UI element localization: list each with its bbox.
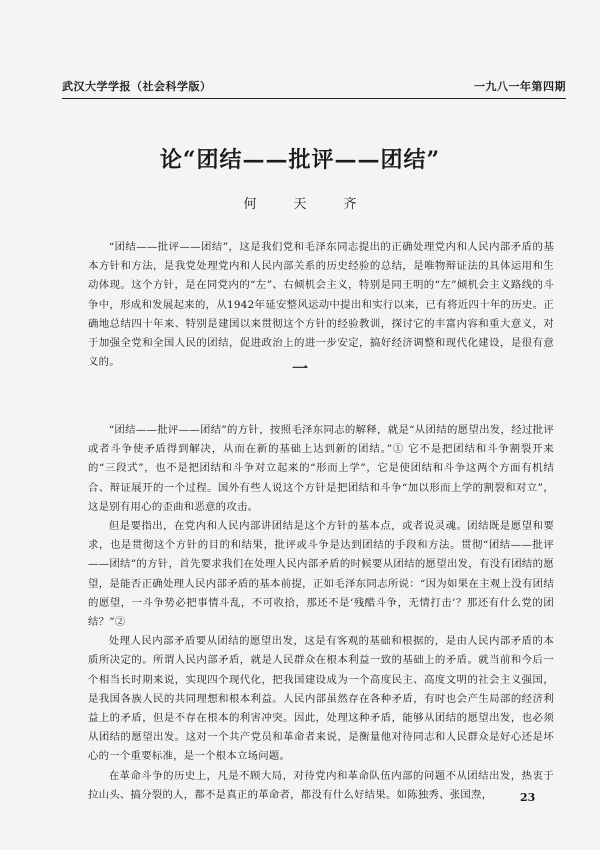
section-number: 一 xyxy=(291,359,308,378)
body-paragraph: 处理人民内部矛盾要从团结的愿望出发，这是有客观的基础和根据的，是由人民内部矛盾的本质所决定的。所谓人民内部矛盾，就是人民群众在根本利益一致的基础上的矛盾。就当前和今后一个相当长时期来说，实现四个现代化，把我国建设成为一个高度民主、高度文明的社会主义强国，是我国各族人民的共同理想和根本利益。人民内部虽然存在各种矛盾，有时也会产生局部的经济利益上的矛盾，但是不存在根本的利害冲突。因此，处理这种矛盾，能够从团结的愿望出发，也必须从团结的愿望出发。这对一个共产党员和革命者来说，是衡量他对待同志和人民群众是好心还是坏心的一个重要标准，是一个根本立场问题。 xyxy=(88,635,554,763)
body-paragraph: 但是要指出，在党内和人民内部讲团结是这个方针的基本点，或者说灵魂。团结既是愿望和要求，也是贯彻这个方针的目的和结果，批评或斗争是达到团结的手段和方法。贯彻“团结——批评——团结”的方针，首先要求我们在处理人民内部矛盾的时候要从团结的愿望出发，有没有团结的愿望，是能否正确处理人民内部矛盾的基本前提，正如毛泽东同志所说：“因为如果在主观上没有团结的愿望，一斗争势必把事情斗乱，不可收拾，那还不是‘残酷斗争，无情打击’？那还有什么党的团结？”② xyxy=(88,520,554,629)
issue-label: 一九八一年第四期 xyxy=(474,80,566,93)
body-paragraph: “团结——批评——团结”的方针，按照毛泽东同志的解释，就是“从团结的愿望出发，经过批评或者斗争使矛盾得到解决，从而在新的基础上达到新的团结。”① 它不是把团结和斗争割裂开来的“三段式”，也不是把团结和斗争对立起来的“形而上学”，它是使团结和斗争这两个方面有机结合、辩证展开的一个过程。国外有些人说这个方针是把团结和斗争“加以形而上学的割裂和对立”，这是别有用心的歪曲和恶意的攻击。 xyxy=(88,424,554,513)
intro-paragraph: “团结——批评——团结”，这是我们党和毛泽东同志提出的正确处理党内和人民内部矛盾的基本方针和方法，是我党处理党内和人民内部关系的历史经验的总结，是唯物辩证法的具体运用和生动体现。这个方针，是在同党内的“左”、右倾机会主义，特别是同王明的“左”倾机会主义路线的斗争中，形成和发展起来的，从1942年延安整风运动中提出和实行以来，已有将近四十年的历史。正确地总结四十年来、特别是建国以来贯彻这个方针的经验教训，探讨它的丰富内容和重大意义，对于加强全党和全国人民的团结，促进政治上的进一步安定，搞好经济调整和现代化建设，是很有意义的。 xyxy=(88,241,554,369)
running-header xyxy=(62,78,566,99)
page-number: 23 xyxy=(520,791,536,804)
journal-name: 武汉大学学报（社会科学版） xyxy=(62,80,212,93)
main-text xyxy=(88,421,554,805)
article-author: 何 天 齐 xyxy=(243,197,369,212)
header-rule xyxy=(62,98,566,99)
article-title: 论“团结——批评——团结” xyxy=(159,147,441,173)
body-paragraph: 在革命斗争的历史上，凡是不顾大局，对待党内和革命队伍内部的问题不从团结出发，热衷于拉山头、搞分裂的人，都不是真正的革命者，都没有什么好结果。如陈独秀、张国焘， xyxy=(88,769,554,801)
intro-section xyxy=(88,238,554,372)
